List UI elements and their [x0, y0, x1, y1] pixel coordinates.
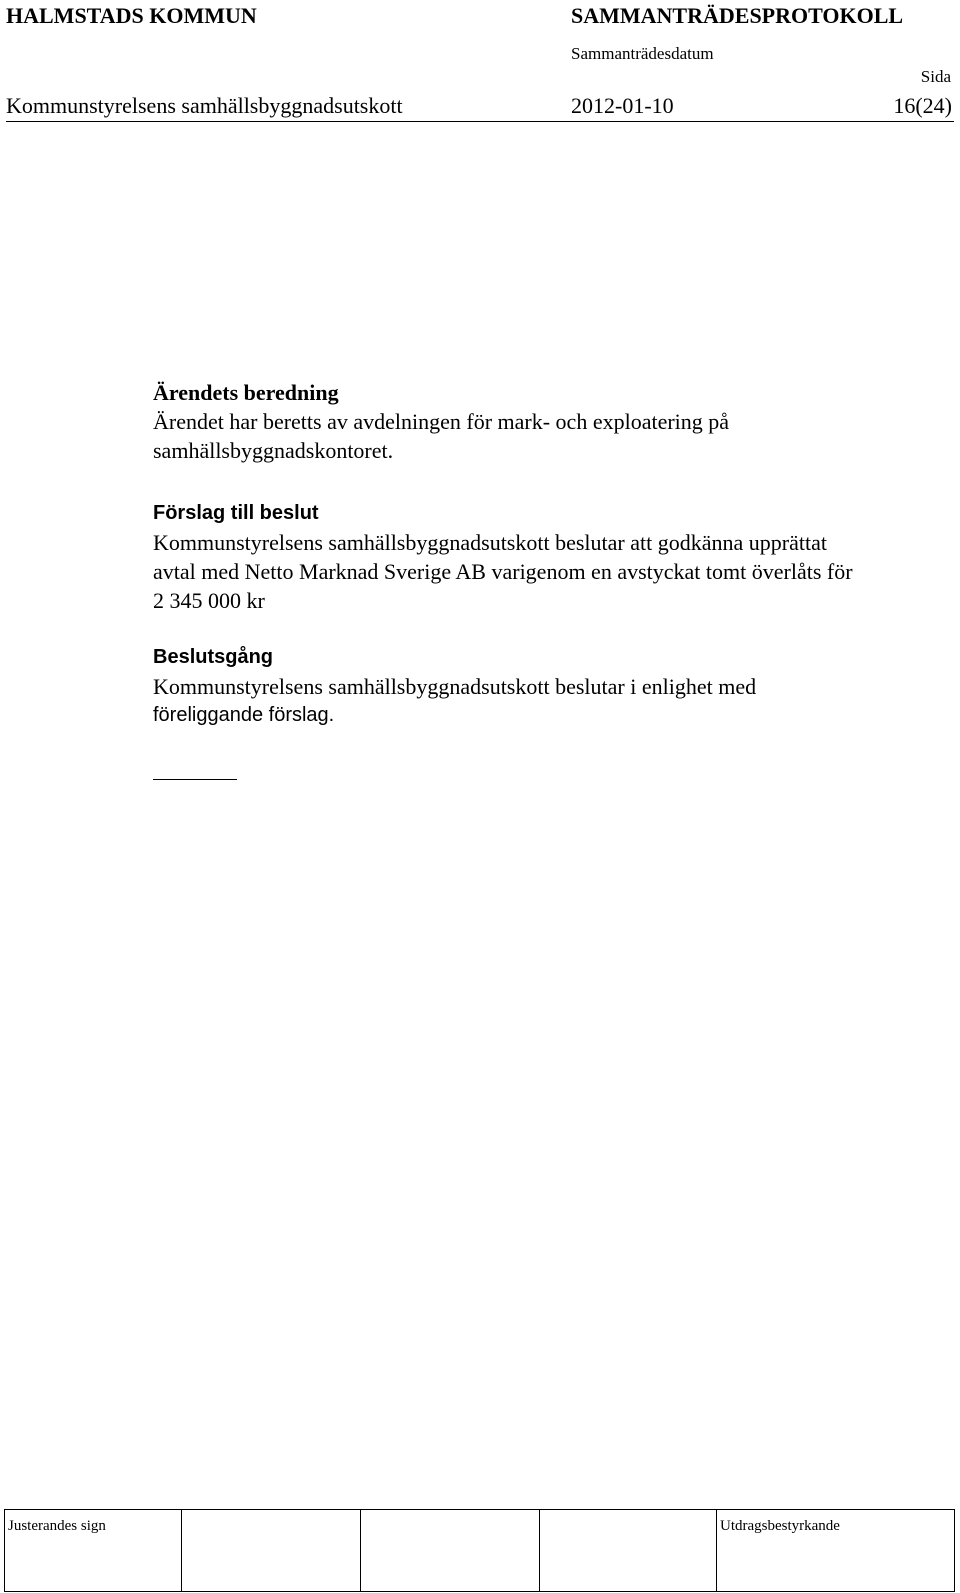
signature-table — [4, 1509, 955, 1592]
procedure-line: föreliggande förslag. — [153, 704, 335, 726]
proposal-section — [153, 499, 933, 615]
signature-label-cell — [5, 1510, 182, 1592]
page-number: 16(24) — [893, 93, 952, 118]
procedure-line: Kommunstyrelsens samhällsbyggnadsutskott beslutar i enlighet med — [153, 674, 757, 699]
header-divider — [6, 121, 954, 122]
signature-box — [361, 1510, 540, 1592]
meeting-date-label: Sammanträdesdatum — [571, 44, 714, 63]
preparation-line: samhällsbyggnadskontoret. — [153, 438, 394, 463]
document-type: SAMMANTRÄDESPROTOKOLL — [571, 3, 904, 28]
proposal-line: 2 345 000 kr — [153, 588, 265, 613]
organization-name: HALMSTADS KOMMUN — [6, 3, 257, 28]
page-label: Sida — [920, 67, 951, 86]
signature-box — [182, 1510, 361, 1592]
section-end-rule — [153, 779, 237, 780]
extract-cell — [717, 1510, 955, 1592]
preparation-section — [153, 378, 933, 465]
proposal-line: Kommunstyrelsens samhällsbyggnadsutskott beslutar att godkänna upprättat — [153, 530, 827, 555]
preparation-line: Ärendet har beretts av avdelningen för mark- och exploatering på — [153, 409, 730, 434]
extract-label: Utdragsbestyrkande — [720, 1518, 840, 1534]
meeting-date: 2012-01-10 — [571, 93, 674, 118]
procedure-section — [153, 643, 933, 730]
proposal-heading: Förslag till beslut — [153, 502, 319, 524]
committee-name: Kommunstyrelsens samhällsbyggnadsutskott — [6, 93, 403, 118]
preparation-heading: Ärendets beredning — [153, 380, 339, 405]
procedure-heading: Beslutsgång — [153, 646, 274, 668]
signature-label: Justerandes sign — [8, 1518, 106, 1534]
signature-box — [540, 1510, 717, 1592]
proposal-line: avtal med Netto Marknad Sverige AB varigenom en avstyckat tomt överlåts för — [153, 559, 853, 584]
